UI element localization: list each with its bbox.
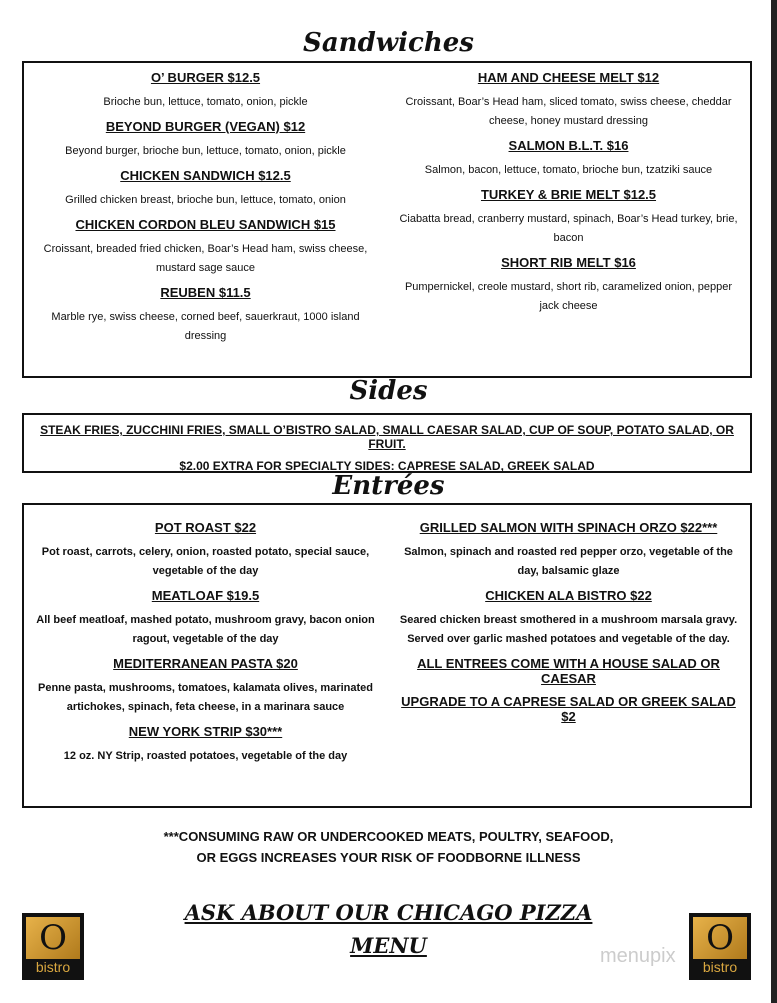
item-desc: All beef meatloaf, mashed potato, mushroom gravy, bacon onion ragout, vegetable of the day [36, 614, 375, 645]
item-desc: Beyond burger, brioche bun, lettuce, tomato, onion, pickle [65, 145, 346, 157]
item-name: MEDITERRANEAN PASTA $20 [113, 656, 298, 671]
pizza-line: ASK ABOUT OUR CHICAGO PIZZA [184, 900, 593, 925]
pizza-line: MENU [350, 933, 427, 958]
item-desc: Marble rye, swiss cheese, corned beef, sauerkraut, 1000 island dressing [51, 311, 360, 342]
sandwiches-title: Sandwiches [303, 28, 474, 58]
item-desc: Croissant, breaded fried chicken, Boar’s Head ham, swiss cheese, mustard sage sauce [43, 243, 368, 274]
watermark: menupix [600, 945, 676, 967]
item-name: SALMON B.L.T. $16 [508, 138, 629, 153]
item-desc: Croissant, Boar’s Head ham, sliced tomato, swiss cheese, cheddar cheese, honey mustard dressing [405, 96, 732, 127]
logo-text: bistro [35, 959, 71, 975]
item-desc: Salmon, bacon, lettuce, tomato, brioche bun, tzatziki sauce [424, 164, 713, 176]
food-warning [0, 826, 777, 868]
sides-line: $2.00 EXTRA FOR SPECIALTY SIDES: CAPRESE SALAD, GREEK SALAD [179, 459, 595, 473]
item-name: CHICKEN ALA BISTRO $22 [485, 588, 652, 603]
item-name: SHORT RIB MELT $16 [501, 255, 636, 270]
bistro-logo-left [22, 913, 84, 980]
entree-note: UPGRADE TO A CAPRESE SALAD OR GREEK SALAD $2 [401, 694, 736, 724]
item-name: CHICKEN CORDON BLEU SANDWICH $15 [75, 217, 336, 232]
item-name: NEW YORK STRIP $30*** [128, 724, 283, 739]
warning-line: ***CONSUMING RAW OR UNDERCOOKED MEATS, POULTRY, SEAFOOD, [163, 829, 614, 844]
item-name: MEATLOAF $19.5 [151, 588, 260, 603]
entrees-box [22, 503, 752, 808]
sides-title: Sides [349, 376, 428, 406]
logo-letter: O [693, 917, 747, 959]
sides-box [22, 413, 752, 473]
item-name: BEYOND BURGER (VEGAN) $12 [105, 119, 306, 134]
item-desc: Brioche bun, lettuce, tomato, onion, pickle [103, 96, 308, 108]
item-name: O’ BURGER $12.5 [150, 70, 261, 85]
logo-text: bistro [702, 959, 738, 975]
sides-line: STEAK FRIES, ZUCCHINI FRIES, SMALL O’BISTRO SALAD, SMALL CAESAR SALAD, CUP OF SOUP, POTATO SALAD, OR FRUIT. [40, 423, 734, 451]
bistro-logo-right [689, 913, 751, 980]
entrees-right [387, 513, 750, 806]
item-desc: Penne pasta, mushrooms, tomatoes, kalamata olives, marinated artichokes, spinach, feta cheese, in a marinara sauce [37, 682, 373, 713]
item-desc: Pot roast, carrots, celery, onion, roasted potato, special sauce, vegetable of the day [41, 546, 370, 577]
item-desc: Grilled chicken breast, brioche bun, lettuce, tomato, onion [65, 194, 346, 206]
entrees-title: Entrées [332, 471, 445, 501]
item-desc: Pumpernickel, creole mustard, short rib, caramelized onion, pepper jack cheese [404, 281, 733, 312]
item-name: TURKEY & BRIE MELT $12.5 [480, 187, 657, 202]
warning-line: OR EGGS INCREASES YOUR RISK OF FOODBORNE ILLNESS [196, 850, 581, 865]
sandwiches-right [387, 63, 750, 376]
item-desc: Salmon, spinach and roasted red pepper orzo, vegetable of the day, balsamic glaze [404, 546, 733, 577]
item-name: CHICKEN SANDWICH $12.5 [120, 168, 291, 183]
logo-letter: O [26, 917, 80, 959]
item-desc: Seared chicken breast smothered in a mushroom marsala gravy. Served over garlic mashed potatoes and vegetable of the day. [399, 614, 738, 645]
sandwiches-box [22, 61, 752, 378]
item-name: REUBEN $11.5 [160, 285, 251, 300]
entree-note: ALL ENTREES COME WITH A HOUSE SALAD OR CAESAR [417, 656, 720, 686]
item-name: HAM AND CHEESE MELT $12 [477, 70, 660, 85]
item-name: POT ROAST $22 [154, 520, 257, 535]
item-desc: Ciabatta bread, cranberry mustard, spinach, Boar’s Head turkey, brie, bacon [399, 213, 738, 244]
item-name: GRILLED SALMON WITH SPINACH ORZO $22*** [419, 520, 718, 535]
item-desc: 12 oz. NY Strip, roasted potatoes, vegetable of the day [63, 750, 348, 762]
entrees-left [24, 513, 387, 806]
sandwiches-left [24, 63, 387, 376]
